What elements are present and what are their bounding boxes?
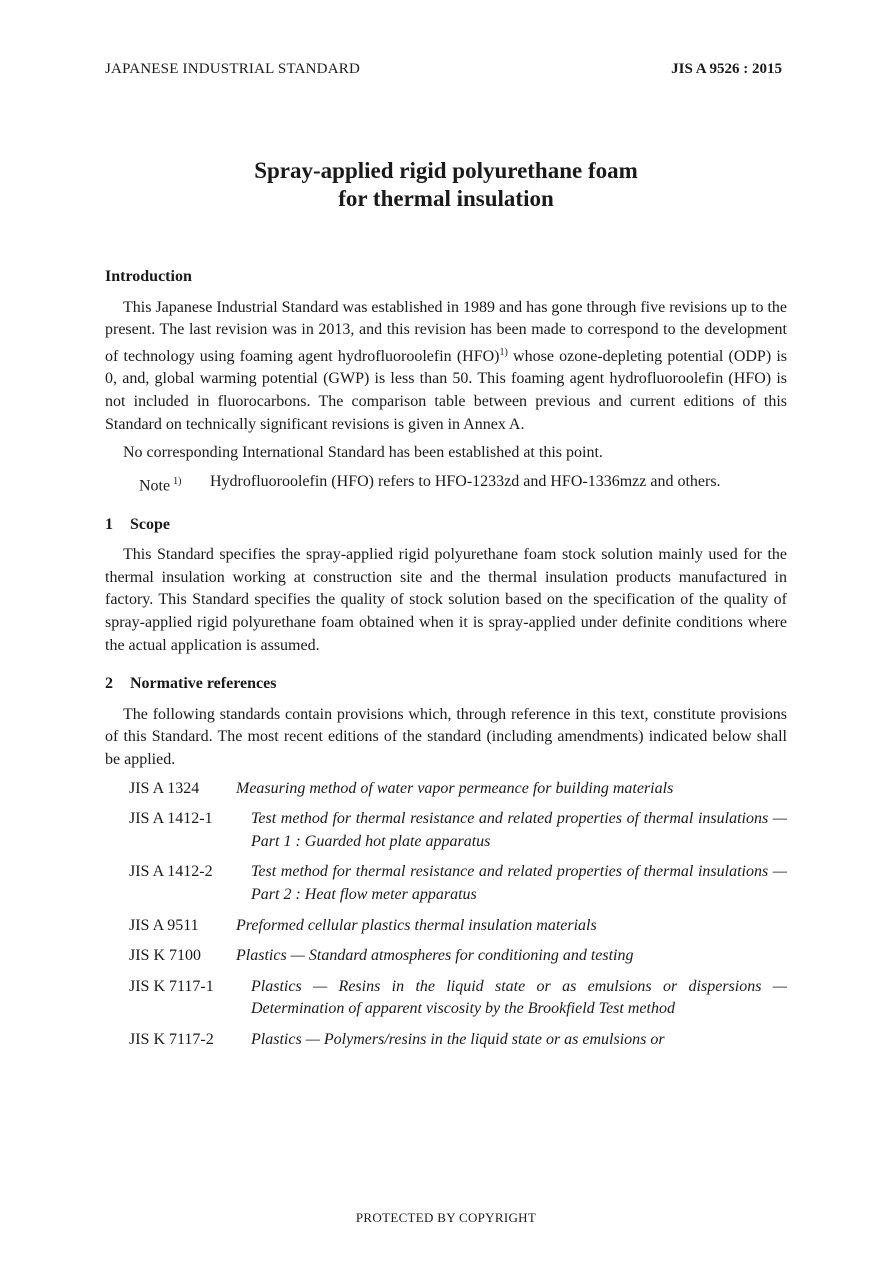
document-body (105, 266, 787, 1060)
reference-item (105, 976, 787, 1021)
introduction-paragraph (105, 297, 787, 437)
normative-title: Normative references (130, 675, 277, 693)
introduction-heading: Introduction (105, 268, 192, 285)
scope-number: 1 (105, 515, 113, 533)
reference-title: Preformed cellular plastics thermal insulation materials (236, 916, 597, 934)
reference-title: Plastics — Standard atmospheres for conditioning and testing (236, 947, 634, 965)
reference-title: Plastics — Polymers/resins in the liquid state or as emulsions or (251, 1030, 665, 1048)
reference-title: Plastics — Resins in the liquid state or as emulsions or dispersions — Determination of apparent viscosity by the Brookfield Test method (251, 977, 787, 1018)
scope-title: Scope (130, 515, 170, 533)
reference-title: Measuring method of water vapor permeance for building materials (236, 779, 674, 797)
normative-paragraph: The following standards contain provisions which, through reference in this text, constitute provisions of this Standard. The most recent editions of the standard (including amendments) indicated below shall be applied. (105, 705, 787, 769)
note-label: Note $^{1)}$ (139, 475, 182, 495)
scope-paragraph: This Standard specifies the spray-applied rigid polyurethane foam stock solution mainly used for the thermal insulation working at construction site and the thermal insulation products manufactured in factory. This Standard specifies the quality of stock solution based on the specification of the quality of spray-applied rigid polyurethane foam obtained when it is spray-applied under definite conditions where the actual application is assumed. (105, 546, 787, 654)
reference-item (105, 808, 787, 853)
reference-code: JIS A 1324 (129, 779, 200, 797)
reference-code: JIS A 9511 (129, 916, 199, 934)
reference-code: JIS A 1412-2 (129, 863, 213, 881)
document-title (0, 157, 892, 213)
title-line-1: Spray-applied rigid polyurethane foam (254, 158, 638, 183)
reference-code: JIS K 7100 (129, 947, 202, 965)
normative-references-heading (105, 673, 787, 696)
reference-item (105, 861, 787, 906)
normative-number: 2 (105, 675, 113, 693)
reference-item (105, 778, 787, 801)
reference-item (105, 945, 787, 968)
reference-code: JIS A 1412-1 (129, 810, 213, 828)
reference-item (105, 1029, 787, 1052)
copyright-footer: PROTECTED BY COPYRIGHT (355, 1210, 537, 1225)
reference-title: Test method for thermal resistance and related properties of thermal insulations — Part 2 : Heat flow meter apparatus (251, 863, 787, 903)
reference-code: JIS K 7117-2 (129, 1030, 214, 1048)
reference-item (105, 915, 787, 938)
introduction-text-part1: This Japanese Industrial Standard was established in 1989 and has gone through five revisions up to the present. The last revision was in 2013, and this revision has been made to correspond to the development of technology using foaming agent hydrofluoroolefin (HFO) (105, 298, 787, 365)
note-text: Hydrofluoroolefin (HFO) refers to HFO-1233zd and HFO-1336mzz and others. (210, 472, 721, 490)
footnote (105, 471, 787, 498)
introduction-paragraph-2: No corresponding International Standard has been established at this point. (123, 444, 603, 462)
reference-code: JIS K 7117-1 (129, 977, 214, 995)
title-line-2: for thermal insulation (338, 186, 554, 211)
reference-title: Test method for thermal resistance and related properties of thermal insulations — Part 1 : Guarded hot plate apparatus (251, 810, 787, 850)
reference-list (105, 778, 787, 1052)
footnote-marker: 1) (499, 346, 508, 358)
header-standard-type: JAPANESE INDUSTRIAL STANDARD (105, 61, 360, 77)
introduction-text-part2: whose ozone-depleting potential (ODP) is 0, and, global warming potential (GWP) is less than 50. This foaming agent hydrofluoroolefin (HFO) is not included in fluorocarbons. The comparison table between previous and current editions of this Standard on technically significant revisions is given in Annex A. (105, 347, 787, 433)
scope-heading (105, 514, 787, 537)
header-standard-number: JIS A 9526 : 2015 (671, 61, 782, 77)
